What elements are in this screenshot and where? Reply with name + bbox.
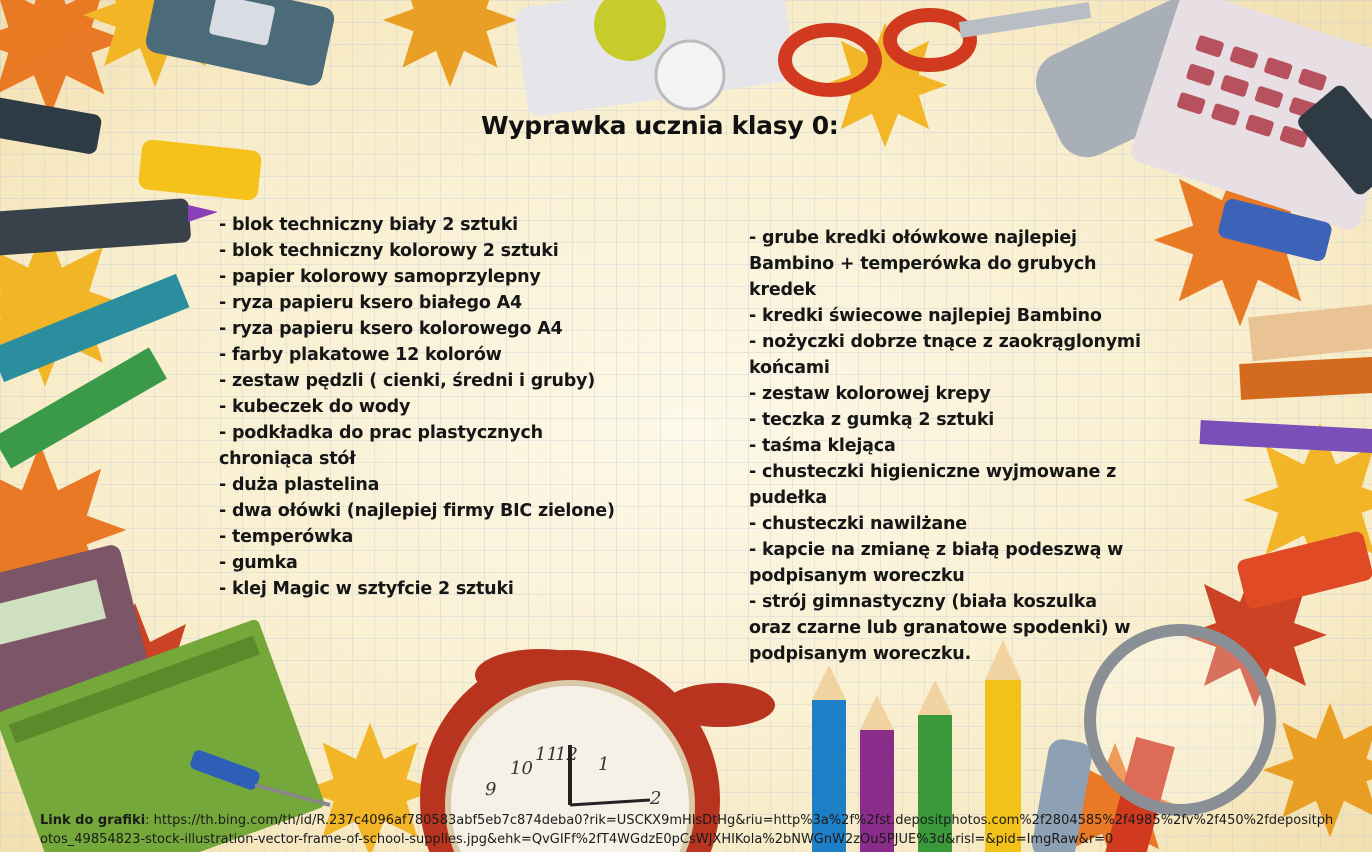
svg-text:12: 12: [555, 744, 578, 765]
list-item: - taśma klejąca: [749, 436, 896, 456]
list-item: - grube kredki ołówkowe najlepiej Bambino + temperówka do grubych kredek: [749, 228, 1097, 300]
svg-text:2: 2: [650, 788, 662, 809]
list-item: - zestaw kolorowej krepy: [749, 384, 991, 404]
svg-text:11: 11: [535, 744, 558, 765]
list-item: - duża plastelina: [219, 475, 380, 495]
list-item: - teczka z gumką 2 sztuki: [749, 410, 995, 430]
list-item: - temperówka: [219, 527, 354, 547]
list-item: - chusteczki nawilżane: [749, 514, 967, 534]
list-item: - kapcie na zmianę z białą podeszwą w podpisanym woreczku: [749, 540, 1124, 586]
list-item: - blok techniczny biały 2 sztuki: [219, 215, 518, 235]
footer-label: Link do grafiki: [40, 813, 146, 828]
image-source-footer: Link do grafiki: https://th.bing.com/th/id/R.237c4096af780583abf5eb7c874deba0?rik=USCKX9mHlsDtHg&riu=http%3a%2f%2fst.depositphotos.com%2f2804585%2f4985%2fv%2f450%2fdepositphotos_49854823-stock-illustration-vector-frame-of-school-supplies.jpg&ehk=QvGIFf%2fT4WGdzE0pCsWJXHIKola%2bNWGnW2zOu5PJUE%3d&risl=&pid=ImgRaw&r=0: [40, 813, 1334, 847]
page-title: Wyprawka ucznia klasy 0:: [481, 111, 839, 140]
source-link[interactable]: https://th.bing.com/th/id/R.237c4096af780583abf5eb7c874deba0?rik=USCKX9mHlsDtHg&riu=http%3a%2f%2fst.depositphotos.com%2f2804585%2f4985%2fv%2f450%2fdepositphotos_49854823-stock-illustration-vector-frame-of-school-supplies.jpg&ehk=QvGIFf%2fT4WGdzE0pCsWJXHIKola%2bNWGnW2zOu5PJUE%3d&risl=&pid=ImgRaw&r=0: [40, 813, 1334, 847]
list-item: - papier kolorowy samoprzylepny: [219, 267, 541, 287]
list-item: - kredki świecowe najlepiej Bambino: [749, 306, 1102, 326]
list-item: - ryza papieru ksero kolorowego A4: [219, 319, 563, 339]
usb-stick-top-left: [144, 0, 337, 88]
svg-text:1: 1: [598, 754, 610, 775]
svg-text:10: 10: [510, 758, 533, 779]
list-item: - dwa ołówki (najlepiej firmy BIC zielone): [219, 501, 615, 521]
list-item: - farby plakatowe 12 kolorów: [219, 345, 502, 365]
list-item: - strój gimnastyczny (biała koszulka oraz czarne lub granatowe spodenki) w podpisanym woreczku.: [749, 592, 1131, 664]
paint-palette: [514, 0, 797, 118]
list-item: - gumka: [219, 553, 298, 573]
supply-list-right: [749, 225, 1144, 667]
list-item: - podkładka do prac plastycznych chroniąca stół: [219, 423, 543, 469]
supply-list-left: [219, 212, 619, 602]
svg-text:9: 9: [485, 779, 497, 800]
list-item: - ryza papieru ksero białego A4: [219, 293, 522, 313]
list-item: - blok techniczny kolorowy 2 sztuki: [219, 241, 559, 261]
list-item: - klej Magic w sztyfcie 2 sztuki: [219, 579, 514, 599]
list-item: - nożyczki dobrze tnące z zaokrąglonymi końcami: [749, 332, 1141, 378]
list-item: - kubeczek do wody: [219, 397, 411, 417]
list-item: - zestaw pędzli ( cienki, średni i gruby): [219, 371, 596, 391]
list-item: - chusteczki higieniczne wyjmowane z pudełka: [749, 462, 1117, 508]
